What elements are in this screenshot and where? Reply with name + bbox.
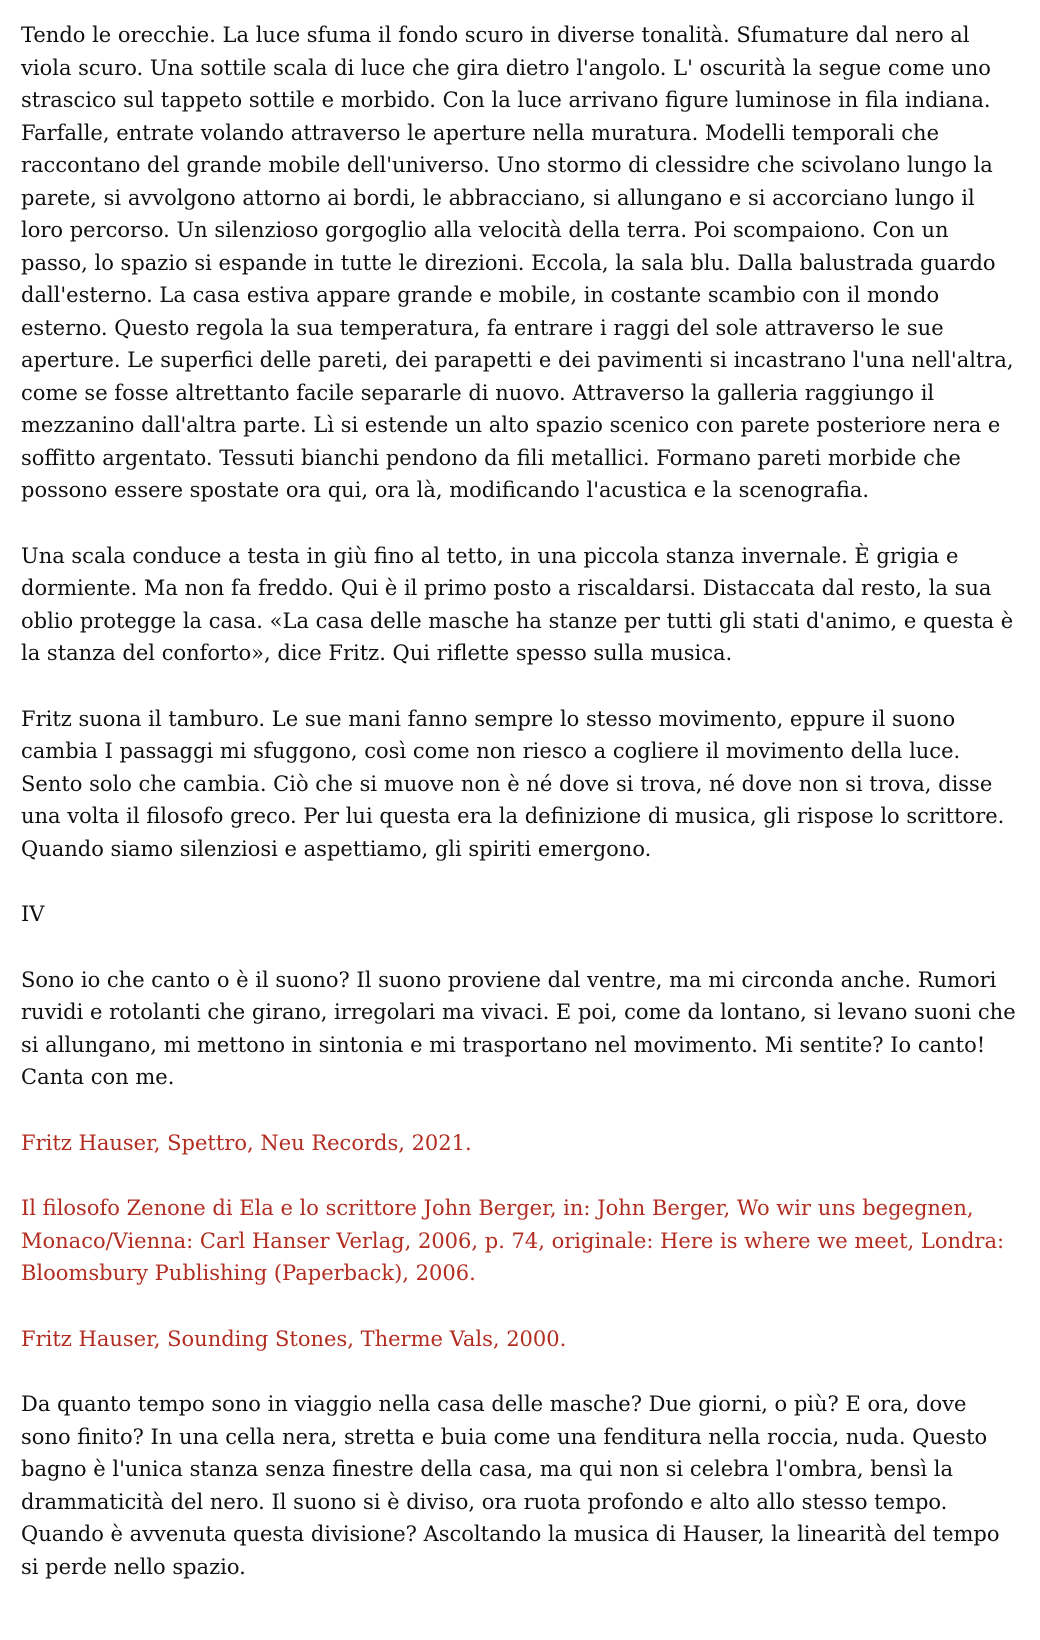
section-heading-iv: IV [21,902,45,926]
citation-john-berger: Il filosofo Zenone di Ela e lo scrittore John Berger, in: John Berger, Wo wir uns begegnen, Monaco/Vienna: Carl Hanser Verlag, 2006, p. 74, originale: Here is where we meet, Londra: Bloomsbury Publishing (Paperback), 2006. [21,1196,1005,1285]
paragraph-5: Da quanto tempo sono in viaggio nella casa delle masche? Due giorni, o più? E ora, dove sono finito? In una cella nera, stretta e buia come una fenditura nella roccia, nuda. Questo bagno è l'unica stanza senza finestre della casa, ma qui non si celebra l'ombra, bensì la drammaticità del nero. Il suono si è diviso, ora ruota profondo e alto allo stesso tempo. Quando è avvenuta questa divisione? Ascoltando la musica di Hauser, la linearità del tempo si perde nello spazio. [21,1392,1000,1579]
paragraph-1: Tendo le orecchie. La luce sfuma il fondo scuro in diverse tonalità. Sfumature dal nero al viola scuro. Una sottile scala di luce che gira dietro l'angolo. L' oscurità la segue come uno strascico sul tappeto sottile e morbido. Con la luce arrivano figure luminose in fila indiana. Farfalle, entrate volando attraverso le aperture nella muratura. Modelli temporali che raccontano del grande mobile dell'universo. Uno stormo di clessidre che scivolano lungo la parete, si avvolgono attorno ai bordi, le abbracciano, si allungano e si accorciano lungo il loro percorso. Un silenzioso gorgoglio alla velocità della terra. Poi scompaiono. Con un passo, lo spazio si espande in tutte le direzioni. Eccola, la sala blu. Dalla balustrada guardo dall'esterno. La casa estiva appare grande e mobile, in costante scambio con il mondo esterno. Questo regola la sua temperatura, fa entrare i raggi del sole attraverso le sue aperture. Le superfici delle pareti, dei parapetti e dei pavimenti si incastrano l'una nell'altra, come se fosse altrettanto facile separarle di nuovo. Attraverso la galleria raggiungo il mezzanino dall'altra parte. Lì si estende un alto spazio scenico con parete posteriore nera e soffitto argentato. Tessuti bianchi pendono da fili metallici. Formano pareti morbide che possono essere spostate ora qui, ora là, modificando l'acustica e la scenografia. [21,23,1014,502]
citation-sounding-stones: Fritz Hauser, Sounding Stones, Therme Vals, 2000. [21,1326,567,1351]
citation-spettro: Fritz Hauser, Spettro, Neu Records, 2021. [21,1130,472,1155]
paragraph-3: Fritz suona il tamburo. Le sue mani fanno sempre lo stesso movimento, eppure il suono cambia I passaggi mi sfuggono, così come non riesco a cogliere il movimento della luce. Sento solo che cambia. Ciò che si muove non è né dove si trova, né dove non si trova, disse una volta il filosofo greco. Per lui questa era la definizione di musica, gli rispose lo scrittore. Quando siamo silenziosi e aspettiamo, gli spiriti emergono. [21,706,1005,861]
paragraph-4: Sono io che canto o è il suono? Il suono proviene dal ventre, ma mi circonda anche. Rumori ruvidi e rotolanti che girano, irregolari ma vivaci. E poi, come da lontano, si levano suoni che si allungano, mi mettono in sintonia e mi trasportano nel movimento. Mi sentite? Io canto! Canta con me. [21,967,1016,1089]
paragraph-2: Una scala conduce a testa in giù fino al tetto, in una piccola stanza invernale. È grigia e dormiente. Ma non fa freddo. Qui è il primo posto a riscaldarsi. Distaccata dal resto, la sua oblio protegge la casa. «La casa delle masche ha stanze per tutti gli stati d'animo, e questa è la stanza del conforto», dice Fritz. Qui riflette spesso sulla musica. [21,543,1014,665]
